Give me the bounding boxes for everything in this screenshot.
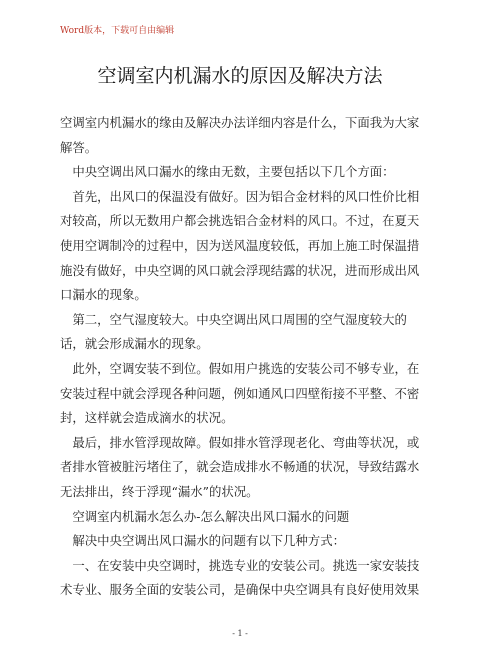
paragraph-line: 封，这样就会造成滴水的状况。: [60, 410, 234, 426]
paragraph-line: 话，就会形成漏水的现象。: [60, 336, 209, 352]
paragraph: [60, 185, 420, 308]
paragraph: [60, 308, 420, 357]
paragraph-line: 对较高，所以无数用户都会挑选铝合金材料的风口。不过，在夏天: [60, 213, 420, 229]
paragraph-line: 解决中央空调出风口漏水的问题有以下几种方式：: [60, 533, 345, 549]
paragraph-line: 使用空调制冷的过程中，因为送风温度较低，再加上施工时保温措: [60, 237, 420, 253]
paragraph: [60, 505, 420, 530]
paragraph: [60, 554, 420, 603]
paragraph-line: 中央空调出风口漏水的缘由无数，主要包括以下几个方面：: [60, 164, 395, 180]
paragraph-line: 最后，排水管浮现故障。假如排水管浮现老化、弯曲等状况，或: [60, 434, 420, 450]
paragraph: [60, 357, 420, 431]
paragraph-line: 无法排出，终于浮现“漏水”的状况。: [60, 483, 259, 499]
paragraph: [60, 160, 420, 185]
paragraph: [60, 111, 420, 160]
paragraph-line: 者排水管被脏污堵住了，就会造成排水不畅通的状况，导致结露水: [60, 459, 420, 475]
document-title: 空调室内机漏水的原因及解决方法: [97, 65, 383, 87]
watermark-text: Word版本，下载可自由编辑: [60, 26, 175, 36]
paragraph-line: 施没有做好，中央空调的风口就会浮现结露的状况，进而形成出风: [60, 262, 420, 278]
paragraph-line: 空调室内机漏水怎么办-怎么解决出风口漏水的问题: [60, 508, 350, 524]
paragraph-line: 第二，空气湿度较大。中央空调出风口周围的空气湿度较大的: [60, 311, 407, 327]
document-body: [60, 111, 420, 603]
paragraph: [60, 431, 420, 505]
paragraph-line: 口漏水的现象。: [60, 287, 147, 303]
paragraph-line: 术专业、服务全面的安装公司，是确保中央空调具有良好使用效果: [60, 582, 420, 598]
paragraph-line: 解答。: [60, 139, 98, 155]
paragraph-line: 此外，空调安装不到位。假如用户挑选的安装公司不够专业，在: [60, 360, 420, 376]
paragraph-line: 空调室内机漏水的缘由及解决办法详细内容是什么，下面我为大家: [60, 115, 420, 130]
paragraph-line: 首先，出风口的保温没有做好。因为铝合金材料的风口性价比相: [60, 188, 420, 204]
page-number: - 1 -: [232, 629, 248, 638]
paragraph-line: 一、在安装中央空调时，挑选专业的安装公司。挑选一家安装技: [60, 557, 420, 573]
paragraph: [60, 529, 420, 554]
paragraph-line: 安装过程中就会浮现各种问题，例如通风口四壁衔接不平整、不密: [60, 385, 420, 401]
